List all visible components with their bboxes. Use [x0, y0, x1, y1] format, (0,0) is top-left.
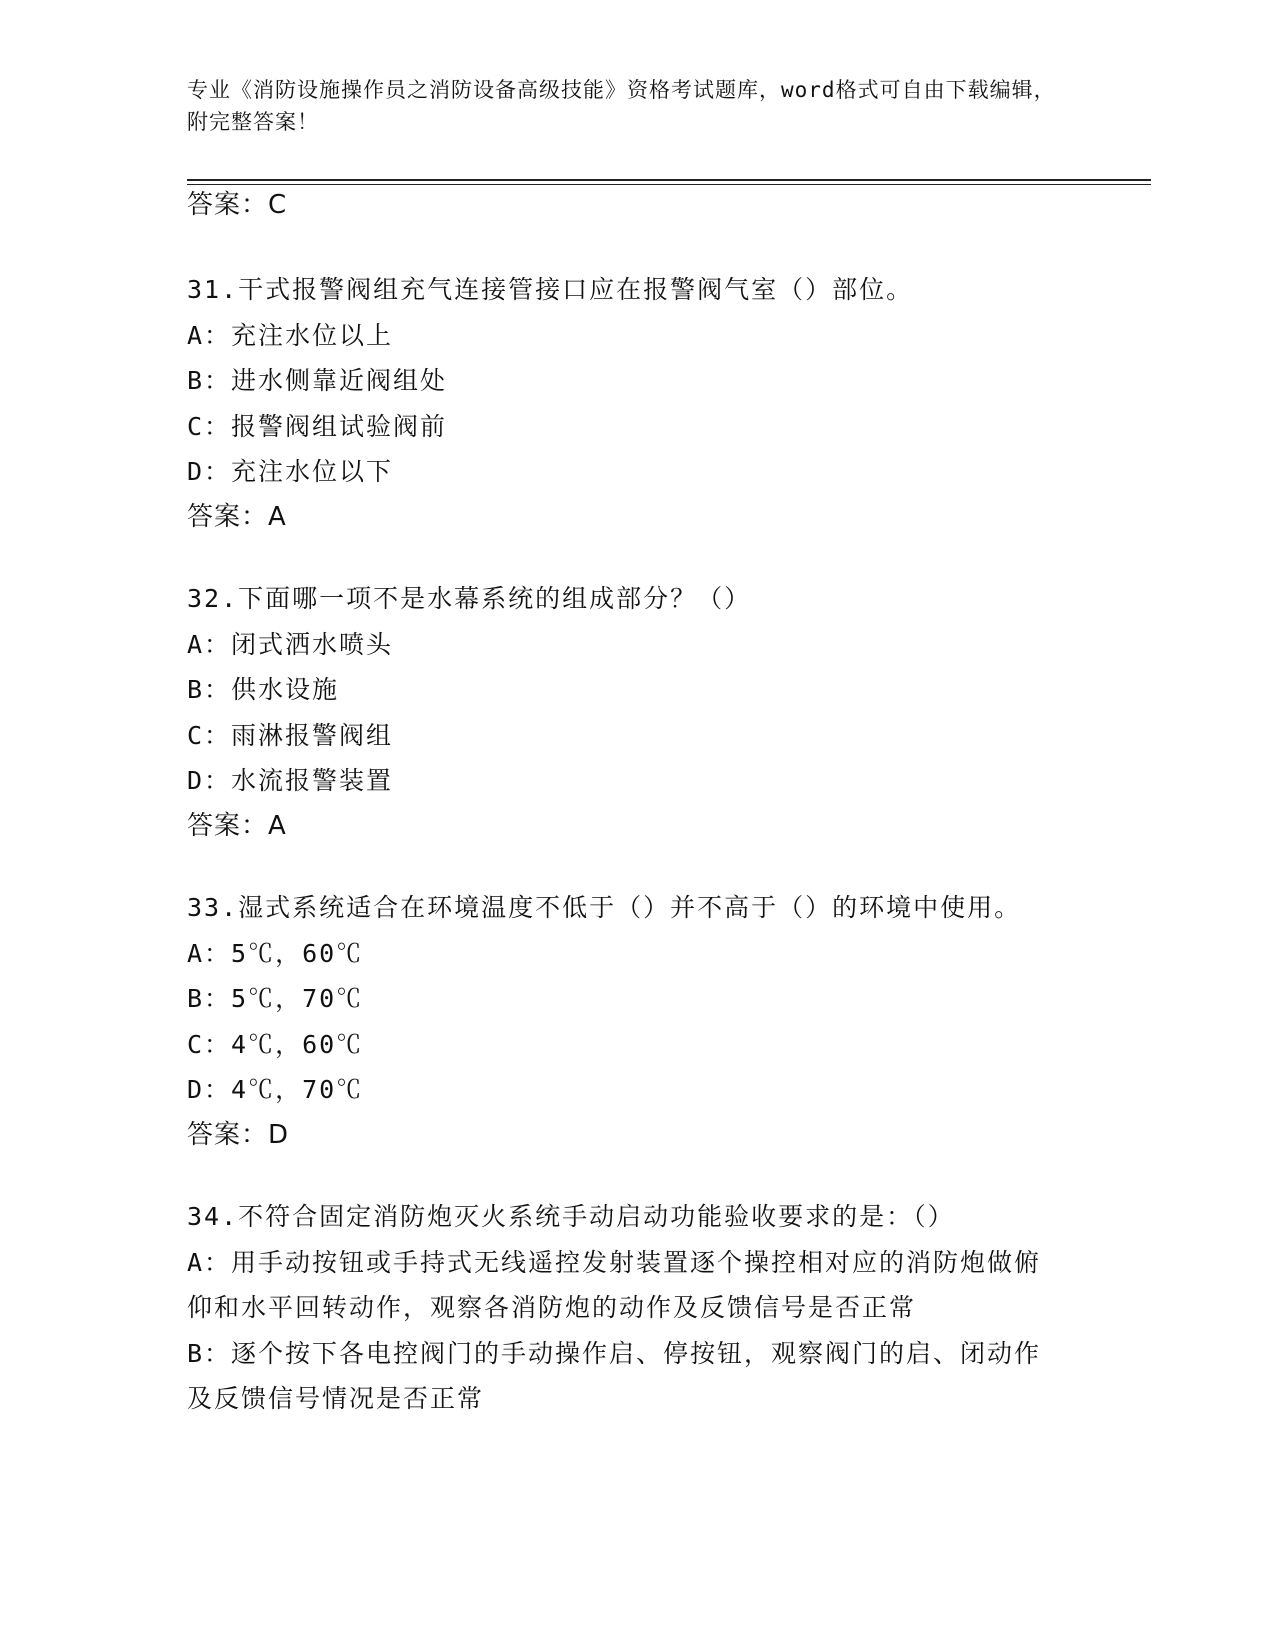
option-d: D：水流报警装置 — [187, 766, 394, 795]
answer: 答案：D — [187, 1119, 290, 1150]
question-stem: 31.干式报警阀组充气连接管接口应在报警阀气室（）部位。 — [187, 275, 914, 304]
option-b: B：逐个按下各电控阀门的手动操作启、停按钮，观察阀门的启、闭动作及反馈信号情况是否正常 — [187, 1338, 1042, 1413]
answer: 答案：A — [187, 501, 287, 532]
option-c: C：雨淋报警阀组 — [187, 720, 394, 750]
option-d: D：充注水位以下 — [187, 457, 394, 486]
answer-previous: 答案：C — [187, 190, 288, 220]
question-34 — [187, 1194, 1067, 1422]
question-stem: 33.湿式系统适合在环境温度不低于（）并不高于（）的环境中使用。 — [187, 893, 1022, 922]
document-header: 专业《消防设施操作员之消防设备高级技能》资格考试题库，word格式可自由下载编辑，附完整答案！ — [187, 78, 1056, 134]
question-32 — [187, 576, 1107, 849]
question-31 — [187, 267, 1107, 540]
option-d: D：4℃，70℃ — [187, 1075, 364, 1104]
option-b: B：5℃，70℃ — [187, 984, 364, 1013]
option-c: C：报警阀组试验阀前 — [187, 411, 448, 441]
option-a: A：充注水位以上 — [187, 320, 394, 350]
question-33 — [187, 885, 1107, 1158]
option-c: C：4℃，60℃ — [187, 1029, 364, 1059]
header-rule-thick — [187, 179, 1151, 181]
answer: 答案：A — [187, 810, 287, 841]
option-b: B：进水侧靠近阀组处 — [187, 366, 448, 395]
question-stem: 34.不符合固定消防炮灭火系统手动启动功能验收要求的是：（） — [187, 1202, 955, 1231]
option-b: B：供水设施 — [187, 675, 340, 704]
option-a: A：闭式洒水喷头 — [187, 629, 394, 659]
option-a: A：5℃，60℃ — [187, 938, 364, 968]
question-stem: 32.下面哪一项不是水幕系统的组成部分？（） — [187, 584, 752, 613]
option-a: A：用手动按钮或手持式无线遥控发射装置逐个操控相对应的消防炮做俯仰和水平回转动作，观察各消防炮的动作及反馈信号是否正常 — [187, 1247, 1042, 1322]
